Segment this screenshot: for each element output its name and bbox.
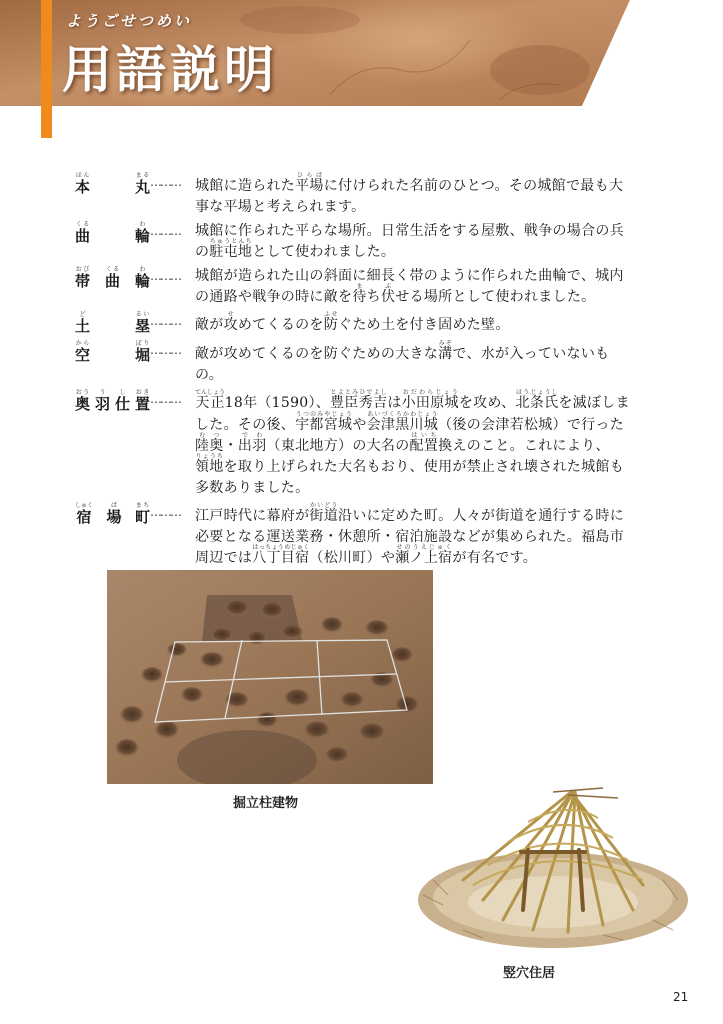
glossary-definition: 城館が造られた山の斜面に細長く帯のように作られた曲輪で、城内の通路や戦争の時に敵を待まち伏ぶせる場所として使われました。 [195,268,624,305]
term-char: 奥おう [75,389,91,413]
term-char: 輪わ [134,266,150,290]
dot-leader: ……… [150,269,180,283]
definition-ruby: 北条氏ほうじょうし [515,389,559,411]
term-char: 羽う [94,389,110,413]
term-char: 帯おび [75,266,91,290]
glossary-term [75,266,150,308]
glossary-list [75,172,635,572]
glossary-definition: 敵が攻めてくるのを防ぐための大きな溝みぞで、水が入っていないもの。 [195,340,610,383]
definition-ruby: 駐屯地ちゅうとんち [209,238,253,260]
pit-dwelling-illustration [403,770,703,960]
definition-ruby: 陸奥むつ [195,432,224,454]
dot-leader: ……… [150,175,180,189]
term-char: 場ば [106,502,122,526]
definition-ruby: 瀬ノ上宿せのうえじゅく [395,544,453,566]
glossary-term [75,172,150,218]
term-char: 町まち [134,502,150,526]
glossary-entry [75,502,635,569]
term-char: 土ど [75,311,91,335]
definition-ruby: 天正てんしょう [195,389,226,411]
definition-ruby: 八丁目宿はっちょうめじゅく [252,544,310,566]
dot-leader: ……… [150,343,180,357]
glossary-entry [75,311,635,337]
definition-ruby: 待ま [352,283,367,305]
glossary-term [75,340,150,386]
definition-ruby: 出羽でわ [237,432,267,454]
term-char: 本ほん [75,172,91,196]
term-column [75,221,195,263]
glossary-definition: 城館に作られた平らな場所。日常生活をする屋敷、戦争の場合の兵の駐屯地ちゅうとんちとして使われました。 [195,223,624,260]
definition-ruby: 小田原城おだわらじょう [401,389,459,411]
glossary-entry [75,340,635,386]
glossary-entry [75,266,635,308]
definition-ruby: 配置はいち [409,432,439,454]
illustration-caption: 竪穴住居 [503,966,556,981]
orange-accent-bar [41,0,52,138]
definition-ruby: 溝みぞ [438,340,453,362]
photo-caption: 掘立柱建物 [233,796,299,811]
term-char: 塁るい [134,311,150,335]
glossary-entry [75,389,635,499]
dot-leader: ……… [150,505,180,519]
term-char: 宿しゅく [75,502,94,526]
definition-ruby: 豊臣秀吉とよとみひでよし [330,389,388,411]
glossary-definition: 江戸時代に幕府が街道かいどう沿いに定めた町。人々が街道を通行する時に必要となる運送業務・休憩所・宿泊施設などが集められた。福島市周辺では八丁目宿はっちょうめじゅく（松川町）や瀬ノ上宿せのうえじゅくが有名です。 [195,502,625,566]
glossary-entry [75,221,635,263]
page-title: 用語説明 [62,41,278,99]
definition-ruby: 攻せ [223,311,238,333]
term-char: 輪わ [134,221,150,245]
term-column [75,266,195,308]
post-holes-image [107,570,433,784]
glossary-term [75,221,150,263]
definition-ruby: 防ふせ [323,311,339,333]
glossary-definition: 敵が攻せめてくるのを防ふせぐため土を付き固めた壁。 [195,311,510,333]
glossary-term [75,389,150,499]
glossary-entry [75,172,635,218]
definition-ruby: 平場ひらば [295,172,324,194]
title-ruby: ようごせつめい [66,12,193,30]
term-char: 曲くる [104,266,120,290]
term-char: 仕し [114,389,130,413]
glossary-definition: 天正てんしょう18年（1590）、豊臣秀吉とよとみひでよしは小田原城おだわらじょうを攻め、北条氏ほうじょうしを滅ぼしました。その後、宇都宮城うつのみやじょうや会津黒川城あいづくろかわじょう（後の会津若松城）で行った陸奥むつ・出羽でわ（東北地方）の大名の配置はいち換えのこと。これにより、領地りょうちを取り上げられた大名もおり、使用が禁止され壊された城館も多数ありました。 [195,389,630,496]
term-column [75,311,195,337]
excavation-photo [107,570,433,784]
glossary-term [75,502,150,569]
definition-ruby: 領地りょうち [195,453,224,475]
dot-leader: ……… [150,224,180,238]
page-number: 21 [673,990,689,1004]
term-column [75,502,195,569]
term-column [75,172,195,218]
definition-ruby: 会津黒川城あいづくろかわじょう [366,411,439,433]
glossary-definition: 城館に造られた平場ひらばに付けられた名前のひとつ。その城館で最も大事な平場と考えられます。 [195,172,624,215]
term-column [75,340,195,386]
term-column [75,389,195,499]
definition-ruby: 宇都宮城うつのみやじょう [295,411,353,433]
pit-dwelling-image [403,770,703,960]
term-char: 空から [75,340,91,364]
dot-leader: ……… [150,314,180,328]
dot-leader: ……… [150,392,180,406]
term-char: 曲くる [75,221,91,245]
header-banner [0,0,723,106]
term-char: 堀ぼり [134,340,150,364]
glossary-term [75,311,150,337]
definition-ruby: 街道かいどう [309,502,339,524]
definition-ruby: 伏ぶ [380,283,396,305]
term-char: 丸まる [134,172,150,196]
term-char: 置おき [134,389,150,413]
